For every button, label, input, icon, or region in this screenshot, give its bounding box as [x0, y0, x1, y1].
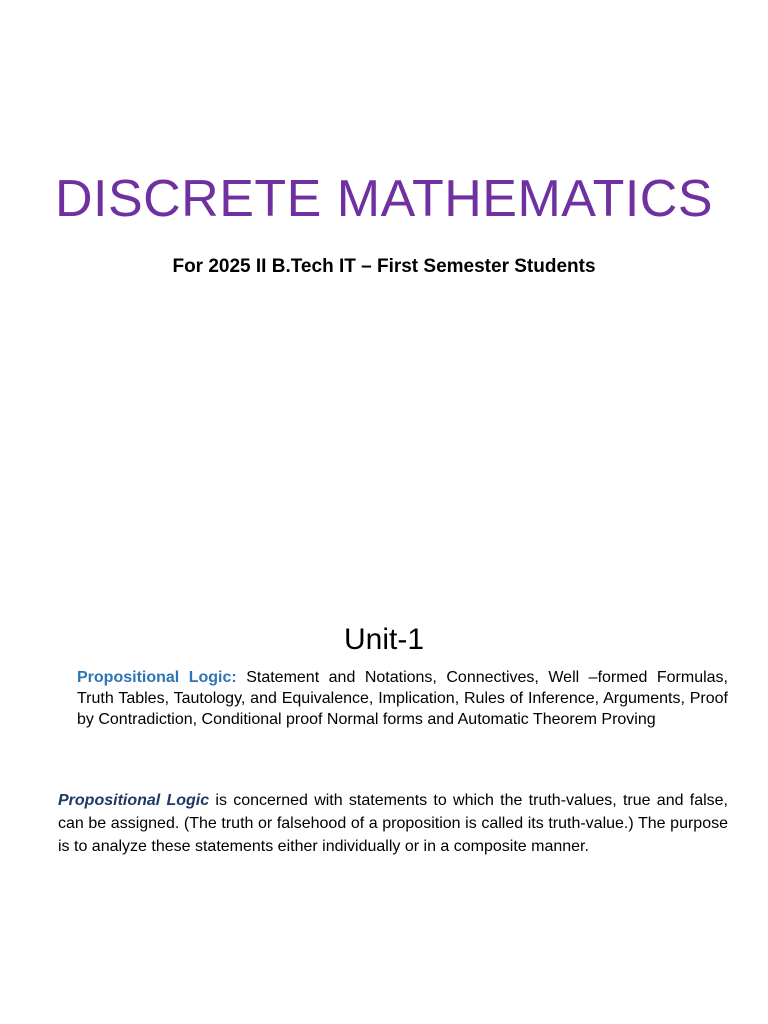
unit-syllabus: [77, 667, 728, 730]
intro-term: Propositional Logic: [58, 792, 210, 809]
intro-text: is concerned with statements to which the truth-values, true and false, can be assigned. (The truth or falsehood of a proposition is called its truth-value.) The purpose is to analyze these statements either individually or in a composite manner.: [58, 792, 729, 855]
unit-heading: Unit-1: [343, 623, 425, 656]
syllabus-text: Statement and Notations, Connectives, Well –formed Formulas, Truth Tables, Tautology, and Equivalence, Implication, Rules of Inference, Arguments, Proof by Contradiction, Conditional proof Normal forms and Automatic Theorem Proving: [77, 669, 728, 728]
intro-paragraph: [58, 789, 728, 858]
page-title: DISCRETE MATHEMATICS: [54, 170, 714, 228]
syllabus-term: Propositional Logic:: [77, 669, 237, 686]
page-subtitle: For 2025 II B.Tech IT – First Semester Students: [172, 256, 596, 277]
